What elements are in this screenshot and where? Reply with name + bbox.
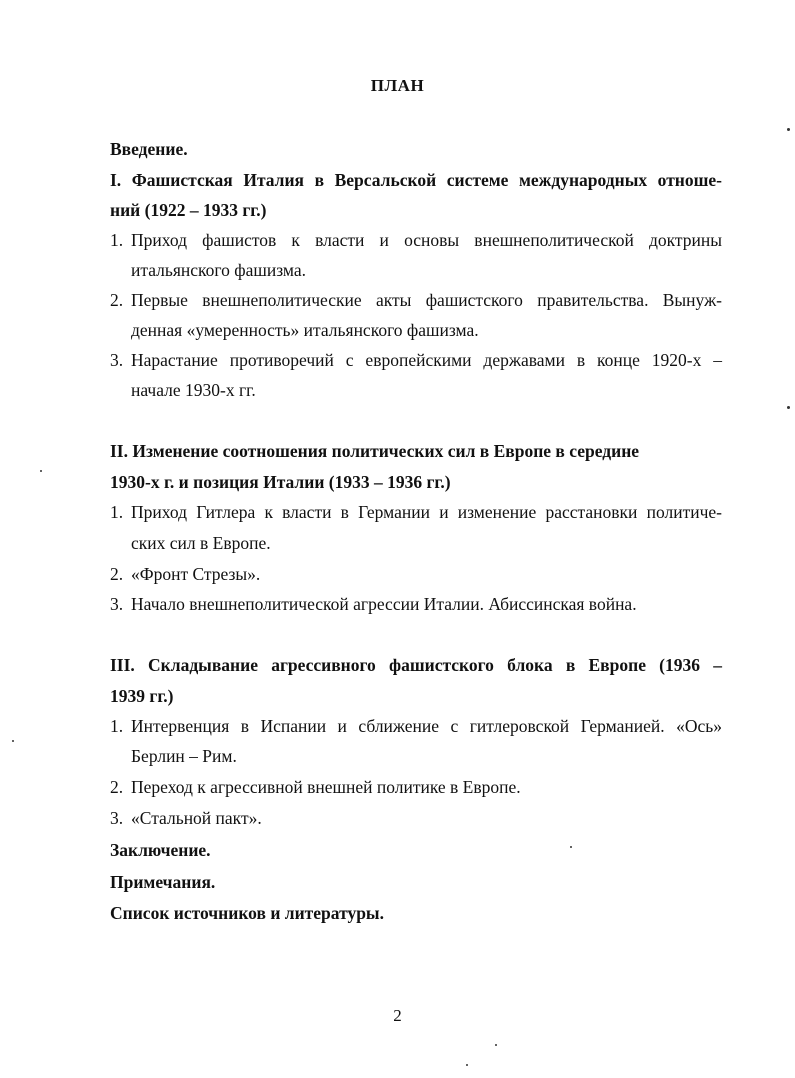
section1-heading-line1: I. Фашистская Италия в Версальской системе международных отноше- [110, 170, 722, 190]
intro-heading: Введение. [110, 139, 188, 159]
scan-speck [570, 846, 572, 848]
scan-speck [787, 128, 790, 131]
section2-item1-number: 1. [110, 502, 124, 522]
section3-item1-number: 1. [110, 716, 124, 736]
section2-item1-line2: ских сил в Европе. [131, 533, 271, 553]
section1-item2-number: 2. [110, 290, 124, 310]
section1-heading-line2: ний (1922 – 1933 гг.) [110, 200, 267, 220]
scan-speck [40, 470, 42, 472]
scan-speck [466, 1064, 468, 1066]
scan-speck [12, 740, 14, 742]
section1-item1-number: 1. [110, 230, 124, 250]
section3-heading-line2: 1939 гг.) [110, 686, 174, 706]
section3-item1-line2: Берлин – Рим. [131, 746, 237, 766]
section2-heading-line1: II. Изменение соотношения политических сил в Европе в середине [110, 441, 640, 461]
section2-item1-line1: Приход Гитлера к власти в Германии и изменение расстановки политиче- [131, 502, 722, 522]
section1-item2-line2: денная «умеренность» итальянского фашизма. [131, 320, 479, 340]
sources-heading: Список источников и литературы. [110, 903, 384, 923]
section1-item3-number: 3. [110, 350, 124, 370]
section3-item2-number: 2. [110, 777, 124, 797]
section3-item2-line1: Переход к агрессивной внешней политике в Европе. [131, 777, 521, 797]
section1-item3-line2: начале 1930-х гг. [131, 380, 256, 400]
section2-heading-line2: 1930-х г. и позиция Италии (1933 – 1936 гг.) [110, 472, 451, 492]
section1-item1-line2: итальянского фашизма. [131, 260, 306, 280]
conclusion-heading: Заключение. [110, 840, 211, 860]
section3-item3-line1: «Стальной пакт». [131, 808, 262, 828]
notes-heading: Примечания. [110, 872, 216, 892]
section2-item3-line1: Начало внешнеполитической агрессии Италии. Абиссинская война. [131, 594, 637, 614]
page-title: ПЛАН [370, 76, 425, 95]
section2-item2-number: 2. [110, 564, 124, 584]
section3-item3-number: 3. [110, 808, 124, 828]
scan-speck [495, 1044, 497, 1046]
section3-heading-line1: III. Складывание агрессивного фашистского блока в Европе (1936 – [110, 655, 722, 675]
page-number: 2 [393, 1006, 402, 1025]
scan-speck [787, 406, 790, 409]
section2-item3-number: 3. [110, 594, 124, 614]
section1-item1-line1: Приход фашистов к власти и основы внешнеполитической доктрины [131, 230, 722, 250]
section2-item2-line1: «Фронт Стрезы». [131, 564, 261, 584]
section3-item1-line1: Интервенция в Испании и сближение с гитлеровской Германией. «Ось» [131, 716, 722, 736]
section1-item3-line1: Нарастание противоречий с европейскими державами в конце 1920-х – [131, 350, 722, 370]
section1-item2-line1: Первые внешнеполитические акты фашистского правительства. Вынуж- [131, 290, 722, 310]
